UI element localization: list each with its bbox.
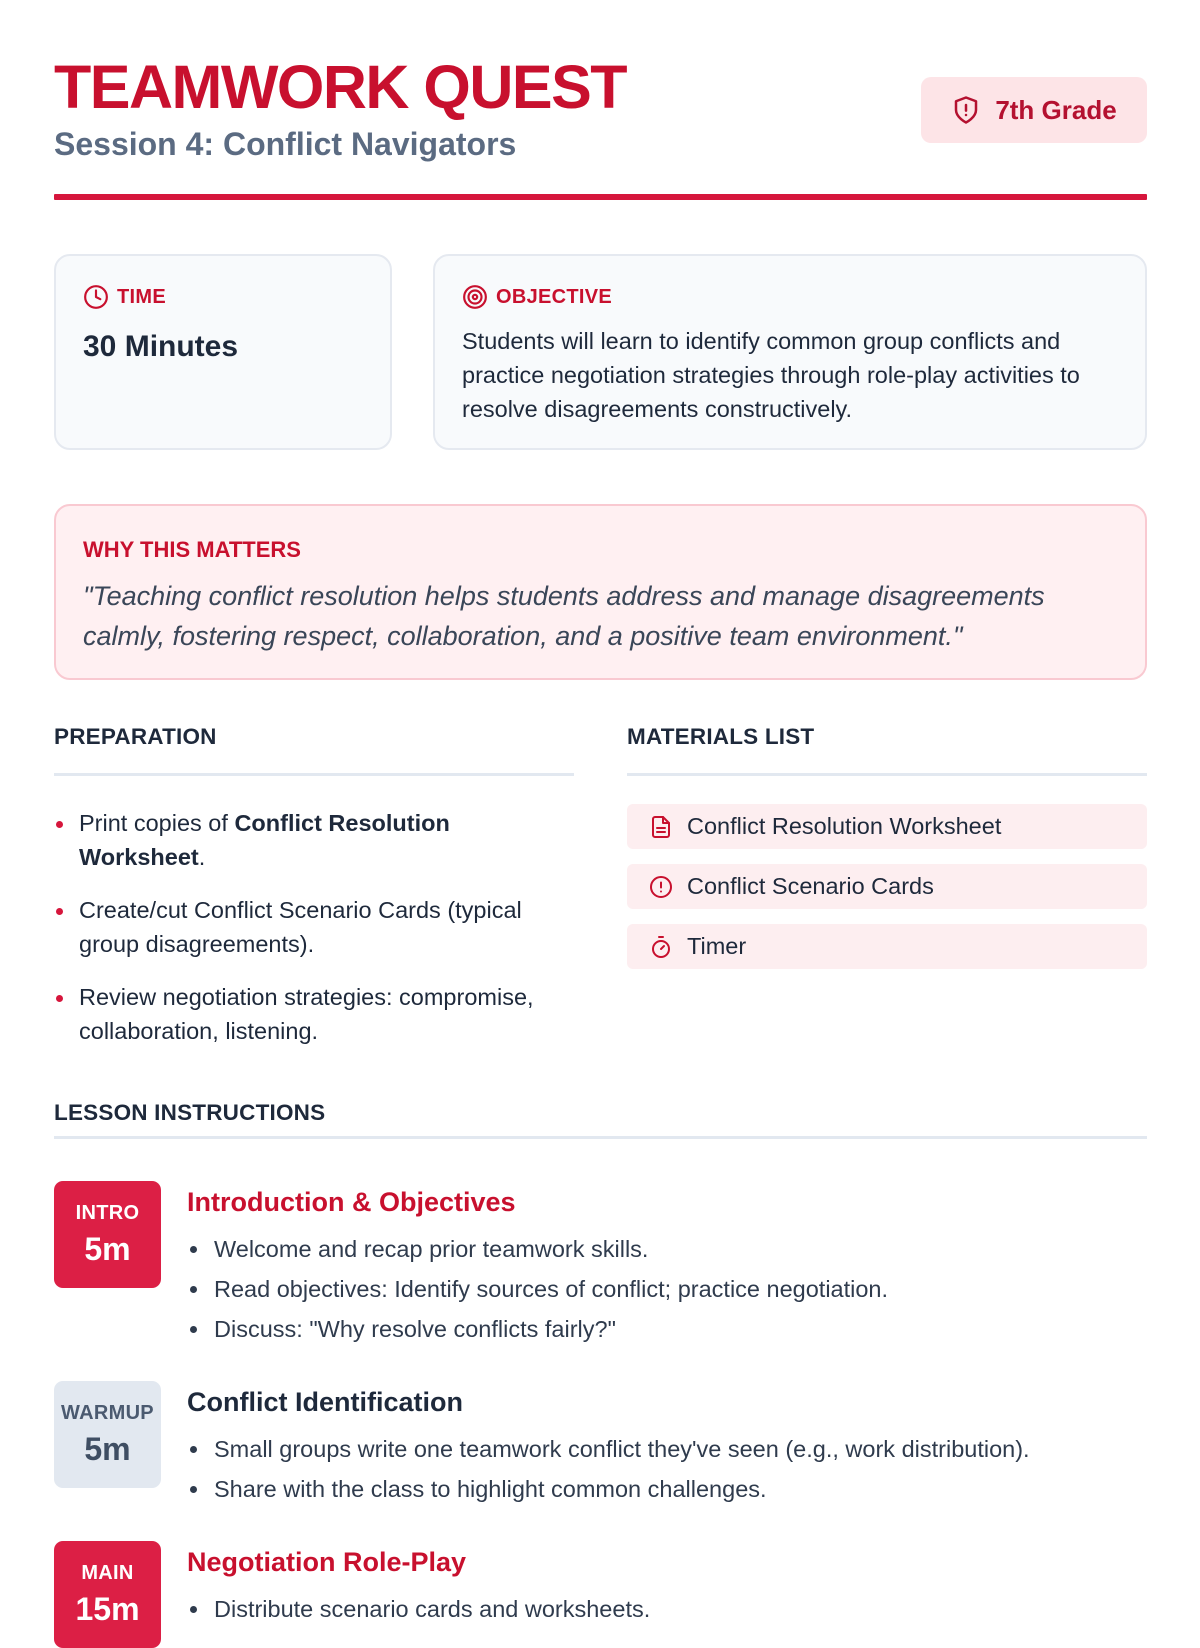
list-item: Welcome and recap prior teamwork skills. <box>187 1229 1137 1269</box>
step-bullets <box>187 1229 1137 1349</box>
materials-list <box>627 804 1147 984</box>
material-item-timer <box>627 924 1147 969</box>
session-subtitle: Session 4: Conflict Navigators <box>54 126 517 162</box>
material-label: Conflict Resolution Worksheet <box>687 813 1002 839</box>
prep-item-suffix: . <box>198 844 206 870</box>
material-item-worksheet <box>627 804 1147 849</box>
time-label-text: TIME <box>117 285 166 308</box>
step-duration-box <box>54 1541 161 1648</box>
objective-text: Students will learn to identify common group conflicts and practice negotiation strategies through role-play activities to resolve disagreements constructively. <box>462 328 1080 422</box>
step-title: Negotiation Role-Play <box>187 1547 467 1577</box>
preparation-list <box>54 806 574 1067</box>
grade-badge <box>921 77 1147 143</box>
step-duration-box <box>54 1381 161 1488</box>
list-item: Distribute scenario cards and worksheets. <box>187 1589 1137 1629</box>
step-tag: WARMUP <box>61 1401 154 1424</box>
target-icon <box>462 284 488 310</box>
materials-heading: MATERIALS LIST <box>627 724 815 749</box>
step-title: Introduction & Objectives <box>187 1187 516 1217</box>
objective-label <box>462 284 612 310</box>
list-item: Small groups write one teamwork conflict they've seen (e.g., work distribution). <box>187 1429 1137 1469</box>
time-card <box>54 254 392 450</box>
prep-item-text: Print copies of <box>79 810 235 836</box>
step-bullets <box>187 1429 1137 1509</box>
list-item: Read objectives: Identify sources of conflict; practice negotiation. <box>187 1269 1137 1309</box>
step-tag: MAIN <box>81 1561 134 1584</box>
lesson-instructions-heading: LESSON INSTRUCTIONS <box>54 1100 326 1125</box>
materials-divider <box>627 773 1147 776</box>
material-label: Conflict Scenario Cards <box>687 873 934 899</box>
step-duration: 5m <box>84 1430 131 1467</box>
lesson-divider <box>54 1136 1147 1139</box>
header-divider <box>54 194 1147 200</box>
step-title: Conflict Identification <box>187 1387 463 1417</box>
list-item: Discuss: "Why resolve conflicts fairly?" <box>187 1309 1137 1349</box>
prep-item-bold: Conflict Resolution Worksheet <box>79 810 450 870</box>
step-duration: 5m <box>84 1230 131 1267</box>
step-duration: 15m <box>75 1590 140 1627</box>
objective-card <box>433 254 1147 450</box>
list-item <box>54 806 574 874</box>
clock-icon <box>83 284 109 310</box>
list-item: Share with the class to highlight common challenges. <box>187 1469 1137 1509</box>
step-tag: INTRO <box>75 1201 140 1224</box>
grade-label: 7th Grade <box>995 94 1117 125</box>
shield-alert-icon <box>951 95 981 125</box>
alert-circle-icon <box>649 875 673 899</box>
header <box>54 0 1147 200</box>
preparation-heading: PREPARATION <box>54 724 217 749</box>
time-value: 30 Minutes <box>83 330 239 363</box>
material-item-scenario-cards <box>627 864 1147 909</box>
timer-icon <box>649 935 673 959</box>
prep-item-text: Review negotiation strategies: compromise, collaboration, listening. <box>79 984 534 1044</box>
why-label: WHY THIS MATTERS <box>83 537 301 562</box>
list-item <box>54 980 574 1048</box>
objective-label-text: OBJECTIVE <box>496 285 613 308</box>
step-bullets <box>187 1589 1137 1629</box>
prep-item-text: Create/cut Conflict Scenario Cards (typical group disagreements). <box>79 897 522 957</box>
preparation-divider <box>54 773 574 776</box>
time-label <box>83 284 166 310</box>
lesson-plan-page <box>54 0 1147 1627</box>
step-duration-box <box>54 1181 161 1288</box>
page-title: TEAMWORK QUEST <box>54 53 627 121</box>
why-this-matters-callout <box>54 504 1147 680</box>
material-label: Timer <box>687 933 747 959</box>
document-icon <box>649 815 673 839</box>
why-quote: "Teaching conflict resolution helps students address and manage disagreements calmly, fostering respect, collaboration, and a positive team environment." <box>83 581 1045 651</box>
list-item <box>54 893 574 961</box>
